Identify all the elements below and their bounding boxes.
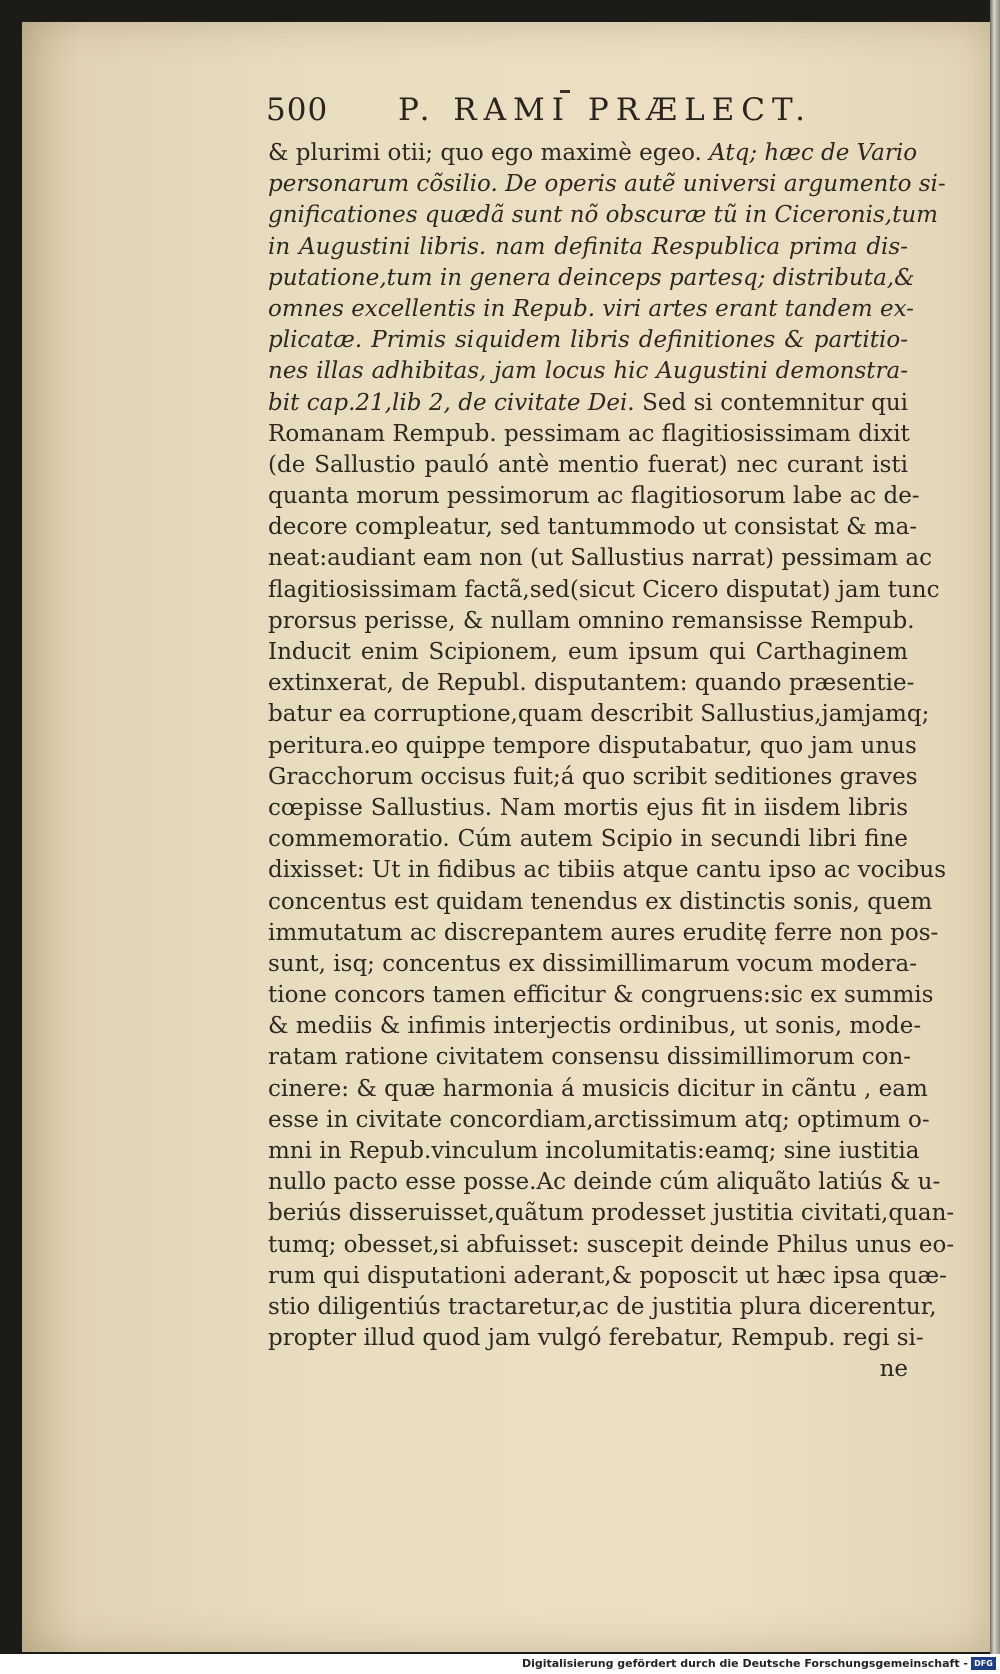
text-roman: commemoratio. Cúm autem Scipio in secundi libri fine <box>268 826 908 853</box>
text-roman: & plurimi otii; quo ego maximè egeo. <box>268 140 710 166</box>
text-roman: Romanam Rempub. pessimam ac flagitiosissimam dixit <box>268 420 910 447</box>
text-line <box>268 450 908 481</box>
text-roman: immutatum ac discrepantem aures eruditę ferre non pos- <box>268 919 939 946</box>
text-line <box>268 824 908 855</box>
text-line <box>268 606 915 637</box>
text-line <box>268 356 908 387</box>
text-line <box>268 1011 922 1042</box>
text-line <box>268 762 918 793</box>
text-line <box>268 980 934 1011</box>
text-line <box>268 1167 941 1198</box>
text-line <box>268 1074 928 1105</box>
text-roman: Sed si contemnitur qui <box>634 389 908 416</box>
text-line <box>268 1198 955 1229</box>
text-roman: prorsus perisse, & nullam omnino remansisse Rempub. <box>268 607 915 634</box>
text-line <box>268 1323 924 1354</box>
text-line <box>268 419 908 450</box>
text-roman: stio diligentiús tractaretur,ac de justitia plura dicerentur, <box>268 1293 937 1320</box>
text-roman: peritura.eo quippe tempore disputabatur, quo jam unus <box>268 732 917 759</box>
text-roman: Gracchorum occisus fuit;á quo scribit seditiones graves <box>268 763 918 790</box>
text-line <box>268 887 933 918</box>
text-italic: omnes excellentis in Repub. viri artes erant tandem ex- <box>268 295 914 322</box>
text-roman: batur ea corruptione,quam describit Sallustius,jamjamq; <box>268 701 930 728</box>
text-italic: gnificationes quædã sunt nõ obscuræ tũ in Ciceronis,tum <box>268 202 938 229</box>
text-line <box>268 855 947 886</box>
text-roman: beriús disseruisset,quãtum prodesset justitia civitati,quan- <box>268 1200 955 1227</box>
text-roman: dixisset: Ut in fidibus ac tibiis atque cantu ipso ac vocibus <box>268 857 947 884</box>
text-line <box>268 263 915 294</box>
dfg-logo: DFG <box>971 1657 996 1670</box>
text-line <box>268 325 908 356</box>
text-line <box>268 543 932 574</box>
text-roman: esse in civitate concordiam,arctissimum atq; optimum o- <box>268 1106 930 1133</box>
text-italic: personarum cõsilio. De operis autẽ universi argumento si- <box>268 171 946 198</box>
text-roman: cinere: & quæ harmonia á musicis dicitur in cãntu , eam <box>268 1075 928 1102</box>
text-roman: tione concors tamen efficitur & congruens:sic ex summis <box>268 982 934 1009</box>
text-roman: flagitiosissimam factã,sed(sicut Cicero disputat) jam tunc <box>268 576 940 603</box>
text-roman: extinxerat, de Republ. disputantem: quando præsentie- <box>268 670 915 697</box>
text-roman: concentus est quidam tenendus ex distinctis sonis, quem <box>268 888 933 915</box>
text-roman: Inducit enim Scipionem, eum ipsum qui Carthaginem <box>268 639 908 665</box>
running-title: P. RAMI PRÆLECT. <box>398 92 812 128</box>
text-roman: & mediis & infimis interjectis ordinibus, ut sonis, mode- <box>268 1013 922 1040</box>
catchword: ne <box>879 1356 908 1383</box>
text-line <box>268 575 940 606</box>
text-roman: quanta morum pessimorum ac flagitiosorum labe ac de- <box>268 483 920 510</box>
text-line <box>268 1105 930 1136</box>
text-line <box>268 731 917 762</box>
text-line <box>268 699 930 730</box>
text-roman: propter illud quod jam vulgó ferebatur, Rempub. regi si- <box>268 1325 924 1352</box>
text-italic: nes illas adhibitas, jam locus hic Augustini demonstra- <box>268 358 908 385</box>
text-italic: plicatæ. Primis siquidem libris definitiones & partitio- <box>268 327 908 354</box>
text-roman: decore compleatur, sed tantummodo ut consistat & ma- <box>268 514 918 541</box>
text-roman: cœpisse Sallustius. Nam mortis ejus fit in iisdem libris <box>268 794 908 821</box>
text-italic: putatione,tum in genera deinceps partesq; distributa,& <box>268 264 915 291</box>
text-line <box>268 668 915 699</box>
text-line <box>268 1042 912 1073</box>
text-line <box>268 949 917 980</box>
text-line <box>268 1292 937 1323</box>
text-roman: rum qui disputationi aderant,& poposcit ut hæc ipsa quæ- <box>268 1262 947 1289</box>
text-line <box>268 200 938 231</box>
text-line <box>268 1136 920 1167</box>
text-roman: tumq; obesset,si abfuisset: suscepit deinde Philus unus eo- <box>268 1231 955 1258</box>
footer-bar <box>0 1654 1000 1674</box>
text-line <box>268 138 918 169</box>
text-line <box>268 169 946 200</box>
text-line <box>268 1261 947 1292</box>
text-line <box>268 388 908 419</box>
book-edge <box>990 0 1000 1654</box>
body-text <box>268 138 955 1386</box>
text-roman: mni in Repub.vinculum incolumitatis:eamq; sine iustitia <box>268 1138 920 1164</box>
text-italic: Atq; hæc de Vario <box>709 140 918 166</box>
text-roman: neat:audiant eam non (ut Sallustius narrat) pessimam ac <box>268 545 932 572</box>
text-line <box>268 918 939 949</box>
text-line <box>268 793 908 824</box>
page-number: 500 <box>266 92 329 128</box>
text-roman: ratam ratione civitatem consensu dissimillimorum con- <box>268 1044 912 1071</box>
text-italic: bit cap.21,lib 2, de civitate Dei. <box>268 389 635 416</box>
text-italic: in Augustini libris. nam definita Respublica prima dis- <box>268 233 908 260</box>
text-line <box>268 232 908 263</box>
text-line <box>268 1230 955 1261</box>
text-line <box>268 512 918 543</box>
text-line <box>268 294 914 325</box>
text-roman: nullo pacto esse posse.Ac deinde cúm aliquãto latiús & u- <box>268 1169 941 1196</box>
text-line <box>268 481 920 512</box>
text-roman: (de Sallustio pauló antè mentio fuerat) nec curant isti <box>268 451 908 478</box>
footer-credit: Digitalisierung gefördert durch die Deutsche Forschungsgemeinschaft - <box>521 1657 968 1670</box>
text-roman: sunt, isq; concentus ex dissimillimarum vocum modera- <box>268 950 917 977</box>
text-line <box>268 637 908 668</box>
